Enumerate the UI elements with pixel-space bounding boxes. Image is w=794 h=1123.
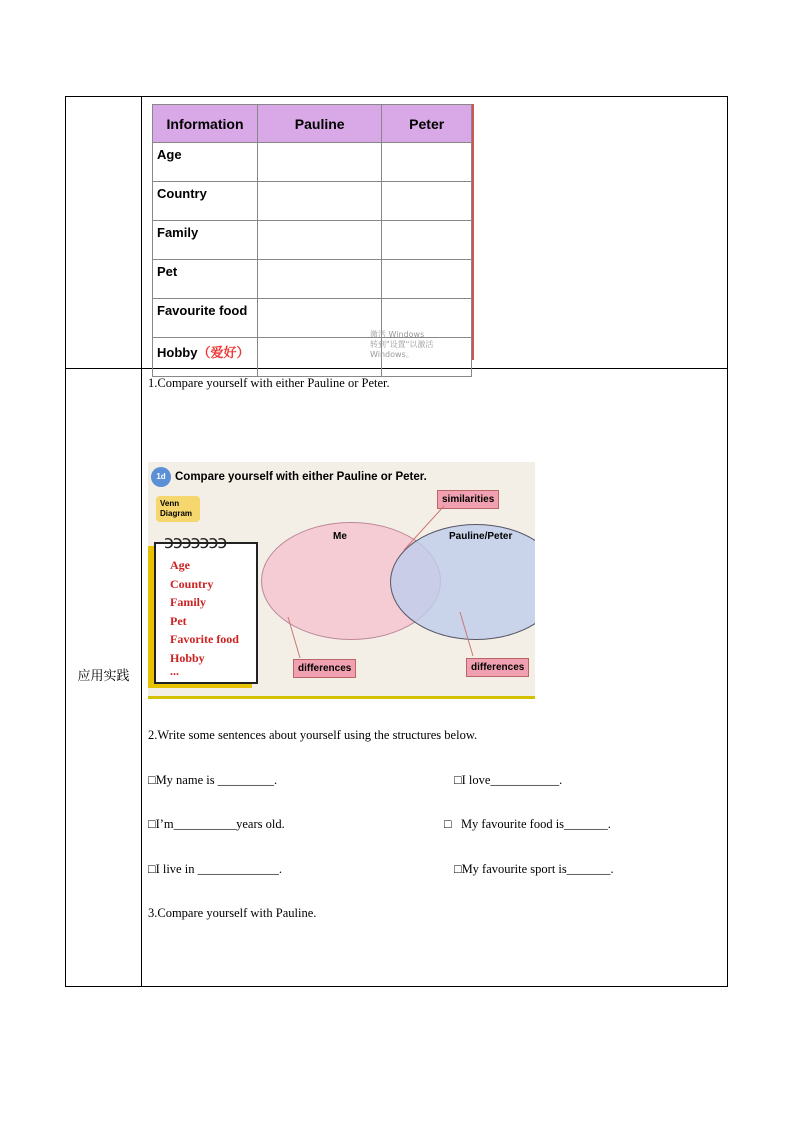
question-1: 1.Compare yourself with either Pauline or Peter.	[148, 376, 390, 390]
venn-diagram-image	[148, 462, 535, 699]
hobby-chinese: （爱好）	[197, 345, 250, 360]
sentence-favourite-food: □ My favourite food is_______.	[444, 817, 611, 831]
header-information: Information	[153, 105, 258, 143]
header-pauline: Pauline	[258, 105, 382, 143]
row-hobby	[153, 338, 258, 377]
slide-badge: 1d	[151, 467, 171, 487]
notebook-list: Age Country Family Pet Favorite food Hobby ...	[170, 558, 239, 678]
row-family: Family	[153, 221, 258, 260]
venn-diagram-tag: Venn Diagram	[156, 496, 200, 522]
me-label: Me	[333, 531, 347, 542]
sentence-i-love: □I love___________.	[454, 773, 563, 787]
row-favourite-food: Favourite food	[153, 299, 258, 338]
pauline-peter-label: Pauline/Peter	[449, 531, 513, 542]
hobby-label: Hobby	[157, 345, 198, 360]
similarities-box: similarities	[437, 490, 499, 509]
windows-watermark: 激活 Windows 转到"设置"以激活 Windows。	[370, 330, 434, 359]
sentence-my-name: □My name is _________.	[148, 773, 278, 787]
information-table-image	[152, 104, 474, 360]
sentence-favourite-sport: □My favourite sport is_______.	[454, 862, 614, 876]
notebook	[154, 532, 258, 684]
venn-title: Compare yourself with either Pauline or Peter.	[175, 471, 427, 483]
question-3: 3.Compare yourself with Pauline.	[148, 906, 317, 920]
differences-box-left: differences	[293, 659, 356, 678]
section-label: 应用实践	[77, 669, 130, 684]
row-pet: Pet	[153, 260, 258, 299]
row-age: Age	[153, 143, 258, 182]
differences-box-right: differences	[466, 658, 529, 677]
sentence-age: □I’m__________years old.	[148, 817, 285, 831]
question-2: 2.Write some sentences about yourself using the structures below.	[148, 728, 478, 742]
column-divider	[141, 97, 142, 986]
sentence-live-in: □I live in _____________.	[148, 862, 282, 876]
row-country: Country	[153, 182, 258, 221]
notebook-rings: ɔɔɔɔɔɔɔ	[164, 532, 227, 553]
header-peter: Peter	[382, 105, 472, 143]
